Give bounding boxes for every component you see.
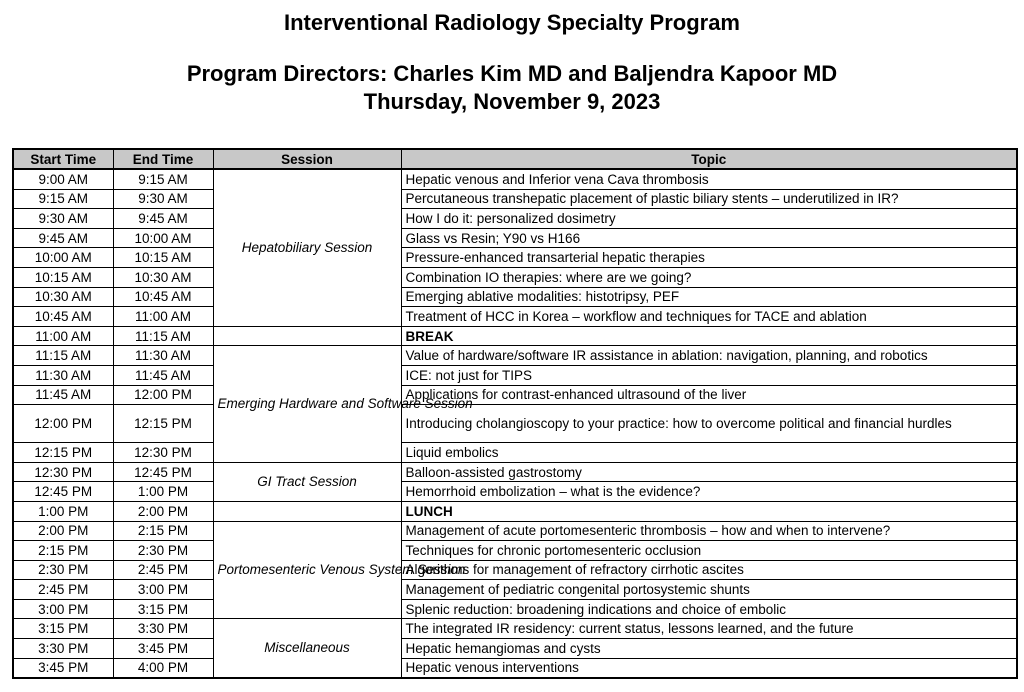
start-time: 9:00 AM [13, 169, 113, 189]
start-time: 3:45 PM [13, 658, 113, 678]
start-time: 3:00 PM [13, 599, 113, 619]
table-row [13, 405, 1017, 443]
end-time: 10:00 AM [113, 228, 213, 248]
start-time: 9:15 AM [13, 189, 113, 209]
table-row [13, 228, 1017, 248]
end-time: 12:45 PM [113, 462, 213, 482]
topic: Hepatic hemangiomas and cysts [401, 639, 1017, 659]
session-portomesenteric: Portomesenteric Venous System Session [213, 521, 401, 619]
table-row [13, 619, 1017, 639]
table-row [13, 599, 1017, 619]
table-row-lunch [13, 501, 1017, 521]
program-directors: Program Directors: Charles Kim MD and Baljendra Kapoor MD [186, 61, 838, 86]
end-time: 1:00 PM [113, 482, 213, 502]
table-row [13, 248, 1017, 268]
start-time: 2:15 PM [13, 541, 113, 561]
end-time: 3:30 PM [113, 619, 213, 639]
end-time: 12:00 PM [113, 385, 213, 405]
session-empty [213, 501, 401, 521]
end-time: 11:30 AM [113, 346, 213, 366]
start-time: 3:15 PM [13, 619, 113, 639]
end-time: 10:15 AM [113, 248, 213, 268]
table-row-break [13, 326, 1017, 346]
start-time: 12:00 PM [13, 405, 113, 443]
start-time: 9:45 AM [13, 228, 113, 248]
session-gi-tract: GI Tract Session [213, 462, 401, 501]
table-row [13, 482, 1017, 502]
table-row [13, 267, 1017, 287]
topic: Algorithms for management of refractory cirrhotic ascites [401, 560, 1017, 580]
column-header-end-time: End Time [113, 149, 213, 169]
end-time: 2:45 PM [113, 560, 213, 580]
session-miscellaneous: Miscellaneous [213, 619, 401, 678]
table-row [13, 189, 1017, 209]
end-time: 4:00 PM [113, 658, 213, 678]
start-time: 12:30 PM [13, 462, 113, 482]
end-time: 9:30 AM [113, 189, 213, 209]
start-time: 2:00 PM [13, 521, 113, 541]
topic: Balloon-assisted gastrostomy [401, 462, 1017, 482]
topic: Glass vs Resin; Y90 vs H166 [401, 228, 1017, 248]
table-row [13, 658, 1017, 678]
table-row [13, 385, 1017, 405]
table-row [13, 365, 1017, 385]
table-row [13, 462, 1017, 482]
schedule-table [12, 148, 1018, 679]
end-time: 2:30 PM [113, 541, 213, 561]
table-row [13, 541, 1017, 561]
topic: Management of acute portomesenteric thrombosis – how and when to intervene? [401, 521, 1017, 541]
session-hepatobiliary: Hepatobiliary Session [213, 169, 401, 326]
program-title: Interventional Radiology Specialty Program [284, 10, 740, 35]
start-time: 9:30 AM [13, 209, 113, 229]
topic: Liquid embolics [401, 443, 1017, 463]
topic: Management of pediatric congenital portosystemic shunts [401, 580, 1017, 600]
table-header-row [13, 149, 1017, 169]
end-time: 2:00 PM [113, 501, 213, 521]
column-header-topic: Topic [401, 149, 1017, 169]
table-row [13, 209, 1017, 229]
start-time: 12:15 PM [13, 443, 113, 463]
session-hardware: Emerging Hardware and Software Session [213, 346, 401, 462]
end-time: 10:30 AM [113, 267, 213, 287]
topic-lunch: LUNCH [401, 501, 1017, 521]
topic: Value of hardware/software IR assistance in ablation: navigation, planning, and robotics [401, 346, 1017, 366]
end-time: 3:45 PM [113, 639, 213, 659]
end-time: 11:45 AM [113, 365, 213, 385]
topic: Hepatic venous interventions [401, 658, 1017, 678]
start-time: 2:30 PM [13, 560, 113, 580]
topic: Hemorrhoid embolization – what is the evidence? [401, 482, 1017, 502]
topic: Splenic reduction: broadening indications and choice of embolic [401, 599, 1017, 619]
start-time: 10:30 AM [13, 287, 113, 307]
start-time: 1:00 PM [13, 501, 113, 521]
table-row [13, 639, 1017, 659]
table-row [13, 521, 1017, 541]
session-empty [213, 326, 401, 346]
start-time: 11:15 AM [13, 346, 113, 366]
topic: Pressure-enhanced transarterial hepatic therapies [401, 248, 1017, 268]
end-time: 9:45 AM [113, 209, 213, 229]
topic: Emerging ablative modalities: histotripsy, PEF [401, 287, 1017, 307]
end-time: 3:15 PM [113, 599, 213, 619]
end-time: 11:15 AM [113, 326, 213, 346]
table-row [13, 580, 1017, 600]
end-time: 3:00 PM [113, 580, 213, 600]
topic: How I do it: personalized dosimetry [401, 209, 1017, 229]
table-row [13, 287, 1017, 307]
table-row [13, 169, 1017, 189]
topic: Treatment of HCC in Korea – workflow and techniques for TACE and ablation [401, 307, 1017, 327]
column-header-session: Session [213, 149, 401, 169]
end-time: 12:15 PM [113, 405, 213, 443]
end-time: 11:00 AM [113, 307, 213, 327]
column-header-start-time: Start Time [13, 149, 113, 169]
table-row [13, 307, 1017, 327]
start-time: 10:45 AM [13, 307, 113, 327]
start-time: 12:45 PM [13, 482, 113, 502]
topic: Techniques for chronic portomesenteric occlusion [401, 541, 1017, 561]
end-time: 9:15 AM [113, 169, 213, 189]
topic: ICE: not just for TIPS [401, 365, 1017, 385]
start-time: 2:45 PM [13, 580, 113, 600]
topic: Applications for contrast-enhanced ultrasound of the liver [401, 385, 1017, 405]
start-time: 11:30 AM [13, 365, 113, 385]
start-time: 11:45 AM [13, 385, 113, 405]
topic: The integrated IR residency: current status, lessons learned, and the future [401, 619, 1017, 639]
topic-break: BREAK [401, 326, 1017, 346]
topic: Percutaneous transhepatic placement of plastic biliary stents – underutilized in IR? [401, 189, 1017, 209]
topic: Hepatic venous and Inferior vena Cava thrombosis [401, 169, 1017, 189]
end-time: 12:30 PM [113, 443, 213, 463]
table-row [13, 560, 1017, 580]
topic: Introducing cholangioscopy to your practice: how to overcome political and financial hurdles [401, 405, 1017, 443]
end-time: 10:45 AM [113, 287, 213, 307]
table-row [13, 346, 1017, 366]
end-time: 2:15 PM [113, 521, 213, 541]
topic: Combination IO therapies: where are we going? [401, 267, 1017, 287]
start-time: 11:00 AM [13, 326, 113, 346]
program-date: Thursday, November 9, 2023 [363, 89, 661, 114]
start-time: 3:30 PM [13, 639, 113, 659]
table-row [13, 443, 1017, 463]
start-time: 10:00 AM [13, 248, 113, 268]
start-time: 10:15 AM [13, 267, 113, 287]
